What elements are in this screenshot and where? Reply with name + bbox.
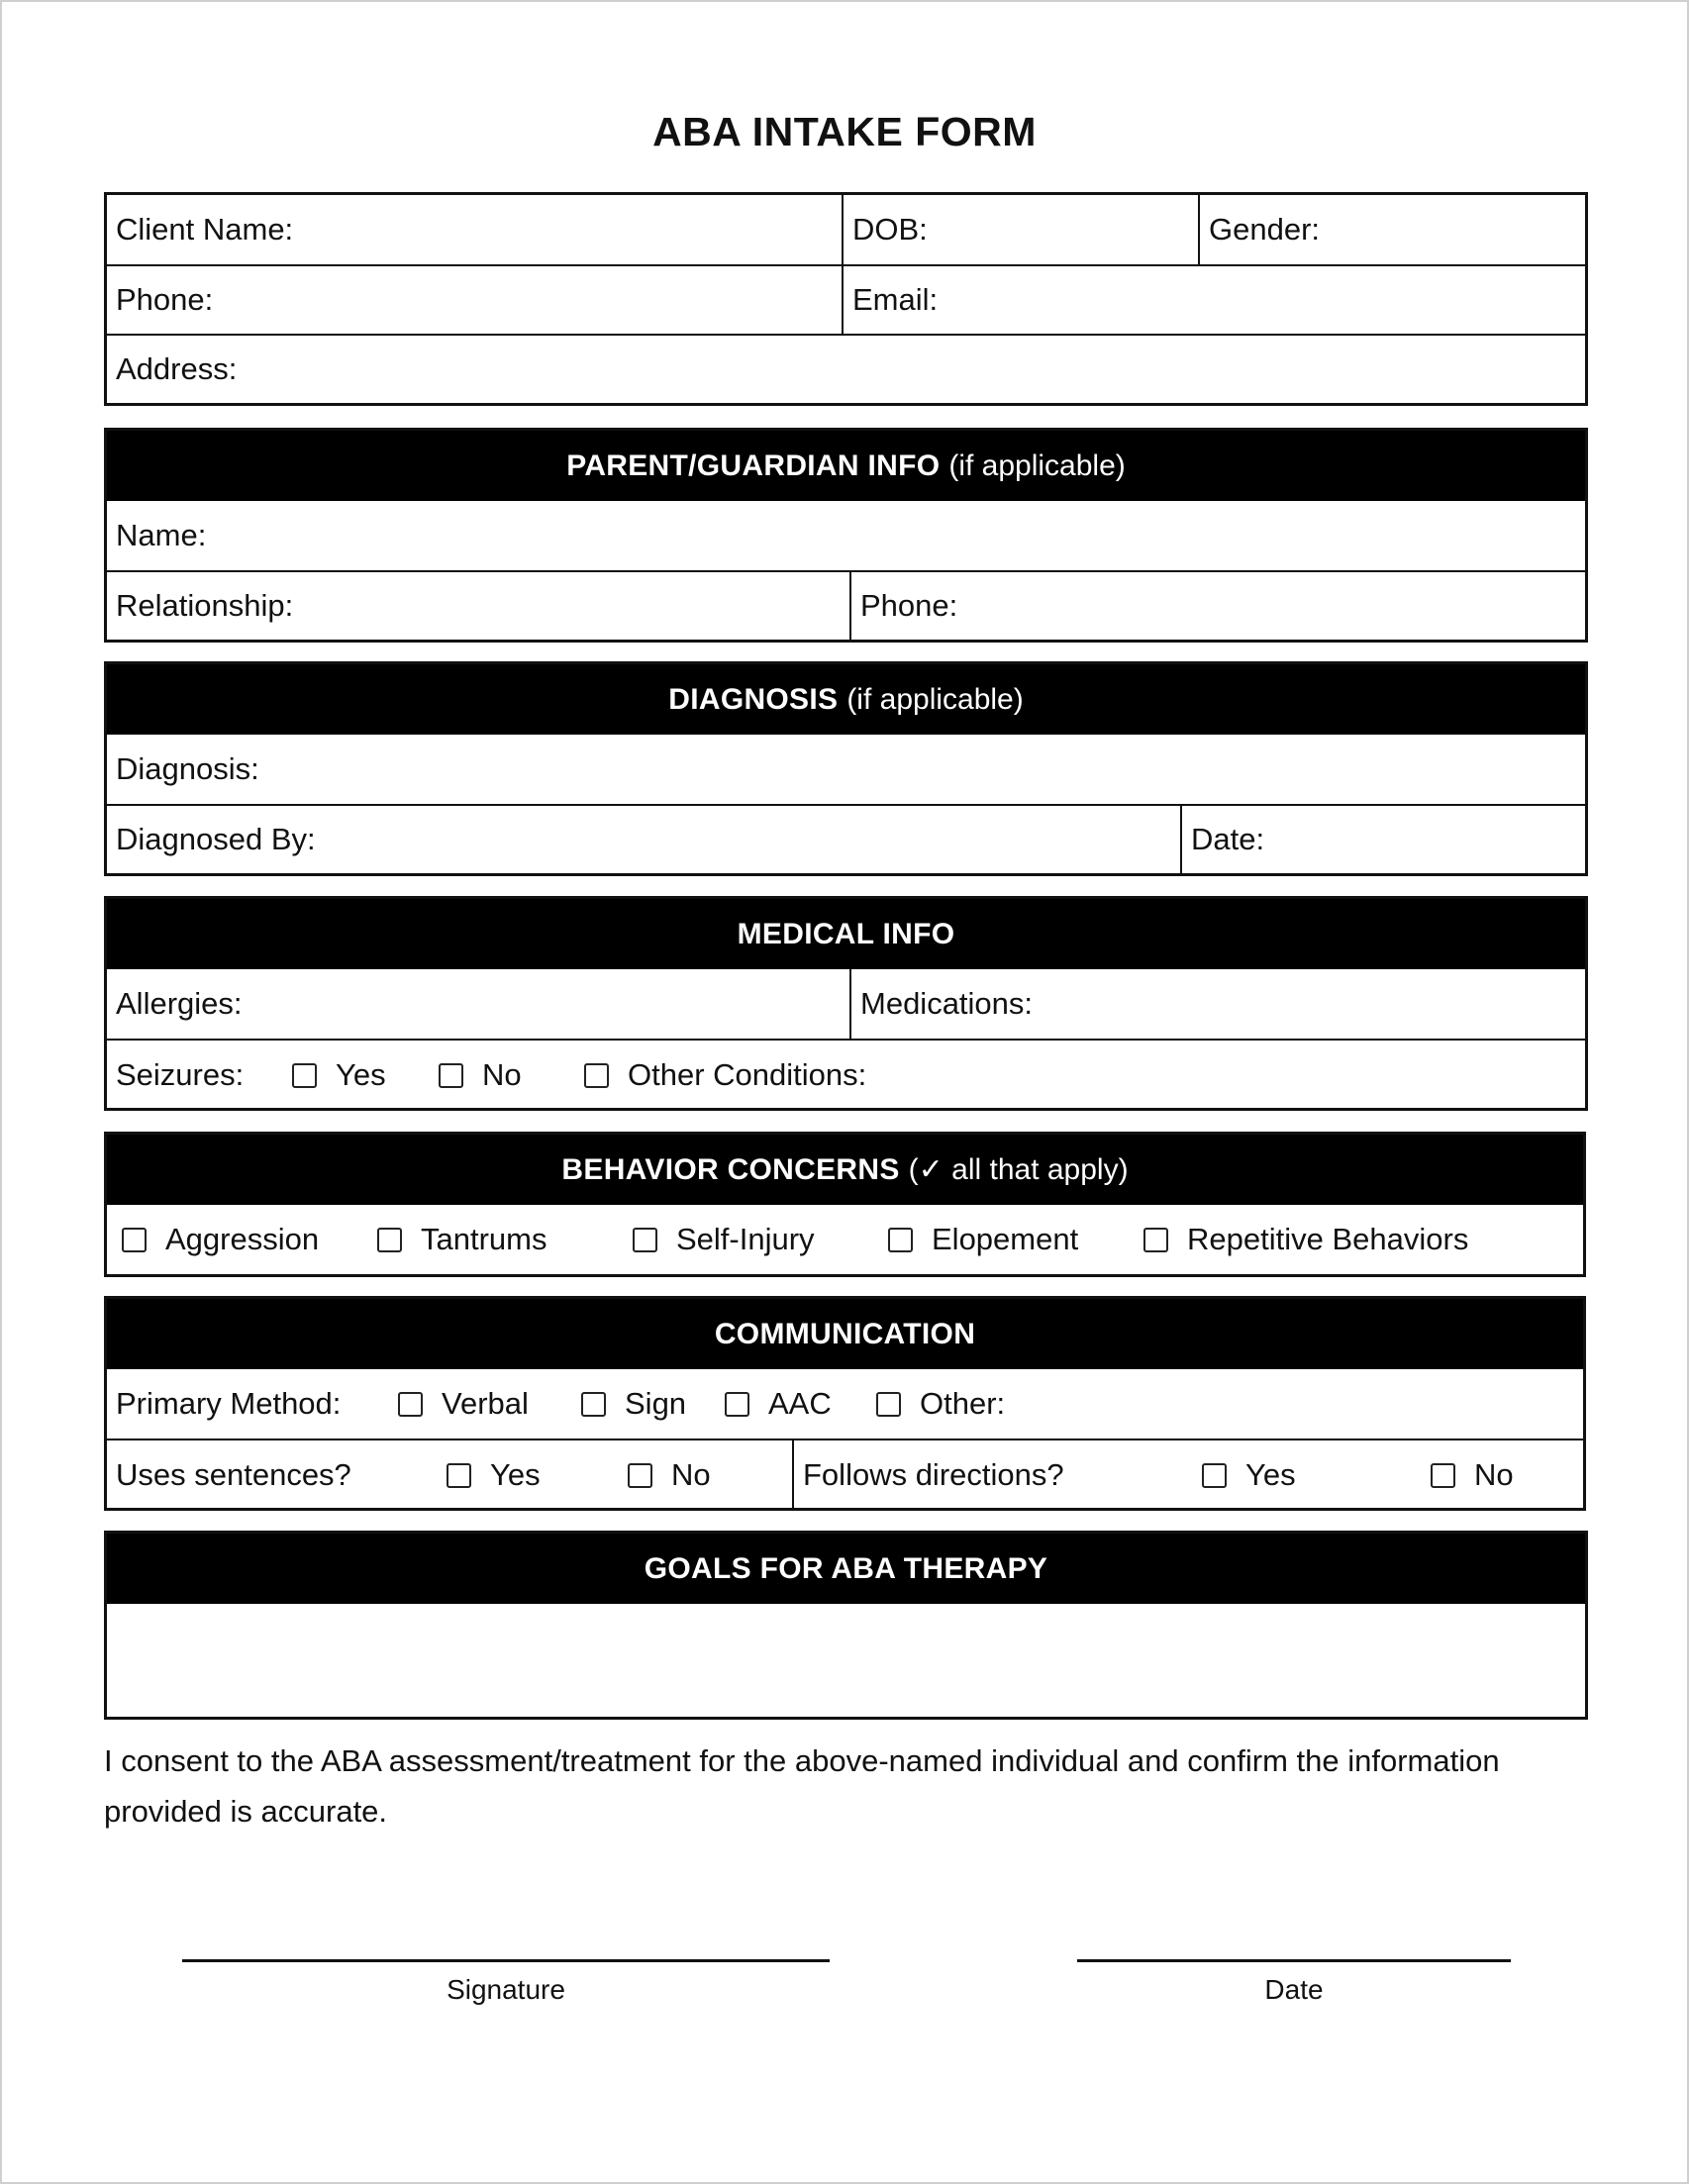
medications-field[interactable]: Medications: [849, 969, 1585, 1039]
gender-field[interactable]: Gender: [1198, 195, 1585, 264]
email-field[interactable]: Email: [842, 266, 1585, 334]
dob-field[interactable]: DOB: [842, 195, 1198, 264]
diagnosis-field[interactable]: Diagnosis: [116, 751, 259, 786]
goals-header: GOALS FOR ABA THERAPY [107, 1534, 1585, 1604]
seizures-no-option[interactable]: No [439, 1057, 522, 1093]
method-option-sign[interactable]: Sign [581, 1386, 686, 1422]
checkbox-icon[interactable] [725, 1392, 749, 1417]
primary-method-label: Primary Method: [116, 1386, 342, 1421]
method-option-verbal[interactable]: Verbal [398, 1386, 529, 1422]
communication-section [104, 1296, 1586, 1511]
uses-sentences-yes-option[interactable]: Yes [447, 1457, 541, 1493]
seizures-yes-option[interactable]: Yes [292, 1057, 386, 1093]
behavior-option-aggression[interactable]: Aggression [122, 1222, 319, 1257]
communication-header: COMMUNICATION [107, 1299, 1583, 1369]
behavior-option-tantrums[interactable]: Tantrums [377, 1222, 546, 1257]
checkbox-icon[interactable] [628, 1463, 652, 1488]
guardian-phone-field[interactable]: Phone: [849, 572, 1585, 640]
allergies-field[interactable]: Allergies: [116, 986, 243, 1021]
signature-line[interactable] [182, 1959, 830, 1962]
checkbox-icon[interactable] [581, 1392, 606, 1417]
client-name-field[interactable]: Client Name: [116, 212, 294, 247]
behavior-section [104, 1132, 1586, 1277]
date-line[interactable] [1077, 1959, 1511, 1962]
follows-directions-label: Follows directions? [803, 1457, 1064, 1492]
method-option-other[interactable]: Other: [876, 1386, 1005, 1422]
checkbox-icon[interactable] [584, 1063, 609, 1088]
checkbox-icon[interactable] [122, 1228, 147, 1252]
address-field[interactable]: Address: [116, 351, 238, 386]
behavior-option-elopement[interactable]: Elopement [888, 1222, 1078, 1257]
uses-sentences-no-option[interactable]: No [628, 1457, 711, 1493]
checkbox-icon[interactable] [1202, 1463, 1227, 1488]
checkbox-icon[interactable] [888, 1228, 913, 1252]
checkbox-icon[interactable] [439, 1063, 463, 1088]
other-conditions-option[interactable]: Other Conditions: [584, 1057, 866, 1093]
consent-statement: I consent to the ABA assessment/treatment for the above-named individual and confirm the information provided is accurate. [104, 1743, 1500, 1829]
guardian-section [104, 428, 1588, 643]
relationship-field[interactable]: Relationship: [116, 588, 294, 623]
checkbox-icon[interactable] [876, 1392, 901, 1417]
signature-label: Signature [447, 1974, 565, 2005]
checkbox-icon[interactable] [447, 1463, 471, 1488]
checkbox-icon[interactable] [1431, 1463, 1455, 1488]
diagnosis-date-field[interactable]: Date: [1180, 806, 1585, 873]
behavior-option-repetitive[interactable]: Repetitive Behaviors [1143, 1222, 1468, 1257]
uses-sentences-cell [107, 1440, 792, 1508]
form-title: ABA INTAKE FORM [652, 109, 1037, 154]
follows-directions-cell [792, 1440, 1583, 1508]
follows-directions-yes-option[interactable]: Yes [1202, 1457, 1296, 1493]
follows-directions-no-option[interactable]: No [1431, 1457, 1514, 1493]
date-label: Date [1264, 1974, 1324, 2005]
method-option-aac[interactable]: AAC [725, 1386, 832, 1422]
diagnosis-section [104, 661, 1588, 876]
seizures-label: Seizures: [116, 1057, 245, 1092]
behavior-header: BEHAVIOR CONCERNS (✓ all that apply) [107, 1135, 1583, 1205]
uses-sentences-label: Uses sentences? [116, 1457, 351, 1492]
client-phone-field[interactable]: Phone: [116, 282, 214, 317]
diagnosis-header: DIAGNOSIS (if applicable) [107, 664, 1585, 735]
guardian-name-field[interactable]: Name: [116, 518, 207, 552]
checkbox-icon[interactable] [633, 1228, 657, 1252]
medical-section [104, 896, 1588, 1111]
checkbox-icon[interactable] [292, 1063, 317, 1088]
client-info-section [104, 192, 1588, 406]
medical-header: MEDICAL INFO [107, 899, 1585, 969]
goals-section [104, 1531, 1588, 1720]
behavior-option-self-injury[interactable]: Self-Injury [633, 1222, 815, 1257]
checkbox-icon[interactable] [1143, 1228, 1168, 1252]
goals-text-area[interactable] [107, 1604, 1585, 1717]
guardian-header: PARENT/GUARDIAN INFO (if applicable) [107, 431, 1585, 501]
checkbox-icon[interactable] [377, 1228, 402, 1252]
checkbox-icon[interactable] [398, 1392, 423, 1417]
diagnosed-by-field[interactable]: Diagnosed By: [116, 822, 316, 856]
